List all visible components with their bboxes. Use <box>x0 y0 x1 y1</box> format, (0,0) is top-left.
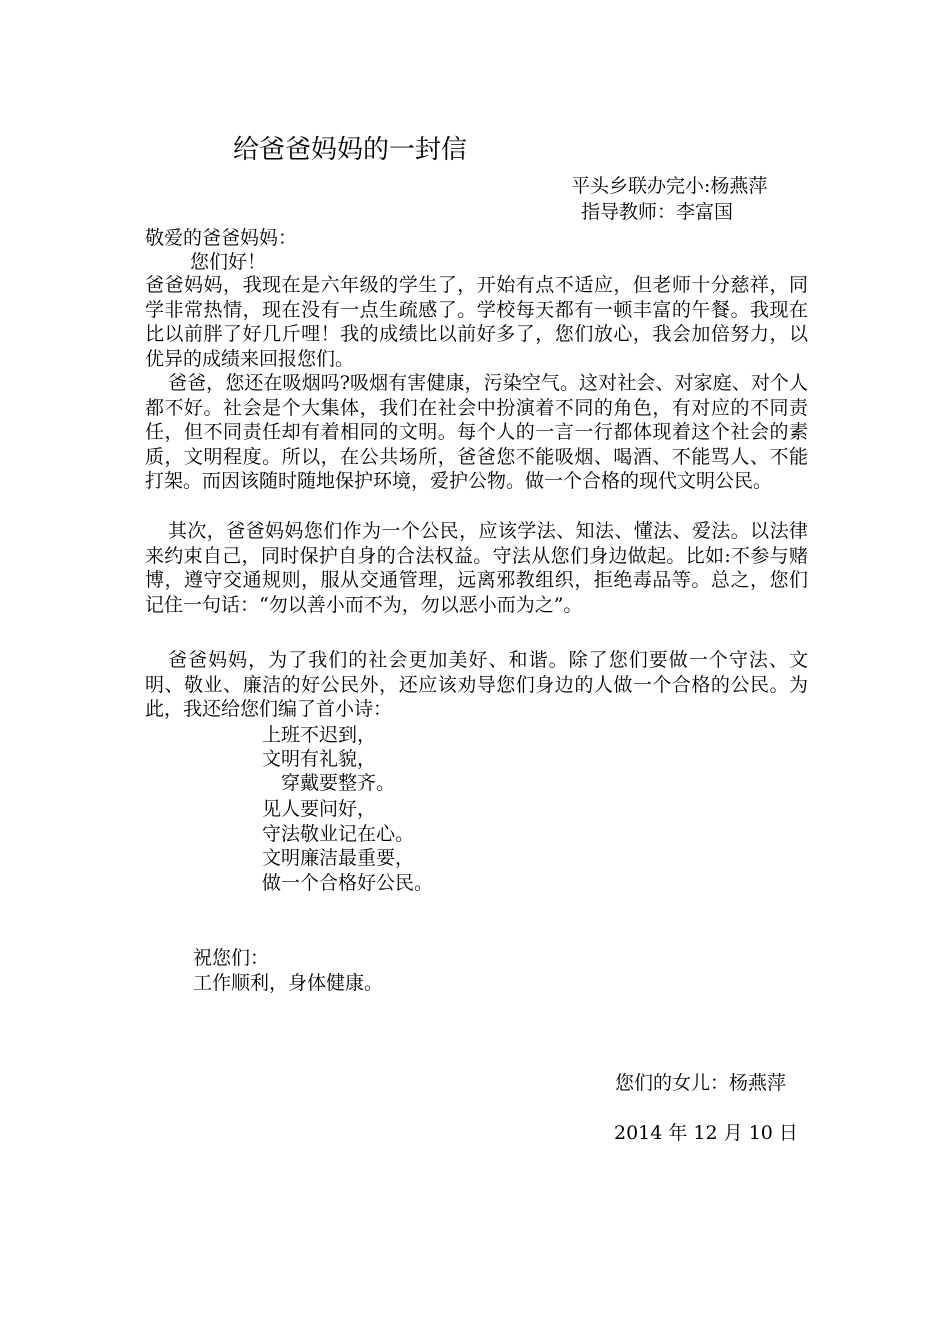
author-line: 平头乡联办完小:杨燕萍 <box>571 175 768 197</box>
paragraph-1: 爸爸妈妈，我现在是六年级的学生了，开始有点不适应，但老师十分慈祥，同学非常热情，现在没有一点生疏感了。学校每天都有一顿丰富的午餐。我现在比以前胖了好几斤哩！我的成绩比以前好多了，您们放心，我会加倍努力，以优异的成绩来回报您们。 <box>145 274 808 370</box>
poem-line: 穿戴要整齐。 <box>281 772 396 794</box>
letter-date: 2014 年 12 月 10 日 <box>614 1122 798 1144</box>
salutation: 敬爱的爸爸妈妈： <box>145 227 298 249</box>
signature: 您们的女儿：杨燕萍 <box>615 1072 787 1094</box>
wish-text: 工作顺利，身体健康。 <box>193 972 384 994</box>
paragraph-3: 其次，爸爸妈妈您们作为一个公民，应该学法、知法、懂法、爱法。以法律来约束自己，同时保护自身的合法权益。守法从您们身边做起。比如:不参与赌博，遵守交通规则，服从交通管理，远离邪教组织，拒绝毒品等。总之，您们记住一句话：“勿以善小而不为，勿以恶小而为之”。 <box>145 520 808 616</box>
poem-line: 文明有礼貌， <box>262 748 377 770</box>
wish-intro: 祝您们： <box>193 947 270 969</box>
poem-line: 文明廉洁最重要， <box>262 847 415 869</box>
greeting: 您们好！ <box>190 251 267 273</box>
poem-line: 见人要问好， <box>262 798 377 820</box>
letter-title: 给爸爸妈妈的一封信 <box>233 135 468 165</box>
paragraph-4: 爸爸妈妈，为了我们的社会更加美好、和谐。除了您们要做一个守法、文明、敬业、廉洁的好公民外，还应该劝导您们身边的人做一个合格的公民。为此，我还给您们编了首小诗： <box>145 649 808 720</box>
poem-line: 做一个合格好公民。 <box>262 872 434 894</box>
paragraph-2: 爸爸，您还在吸烟吗?吸烟有害健康，污染空气。这对社会、对家庭、对个人都不好。社会是个大集体，我们在社会中扮演着不同的角色，有对应的不同责任，但不同责任却有着相同的文明。每个人的一言一行都体现着这个社会的素质，文明程度。所以，在公共场所，爸爸您不能吸烟、喝酒、不能骂人、不能打架。而因该随时随地保护环境，爱护公物。做一个合格的现代文明公民。 <box>145 372 808 492</box>
poem-line: 守法敬业记在心。 <box>262 823 415 845</box>
teacher-line: 指导教师：李富国 <box>581 201 734 223</box>
poem-line: 上班不迟到， <box>262 724 377 746</box>
